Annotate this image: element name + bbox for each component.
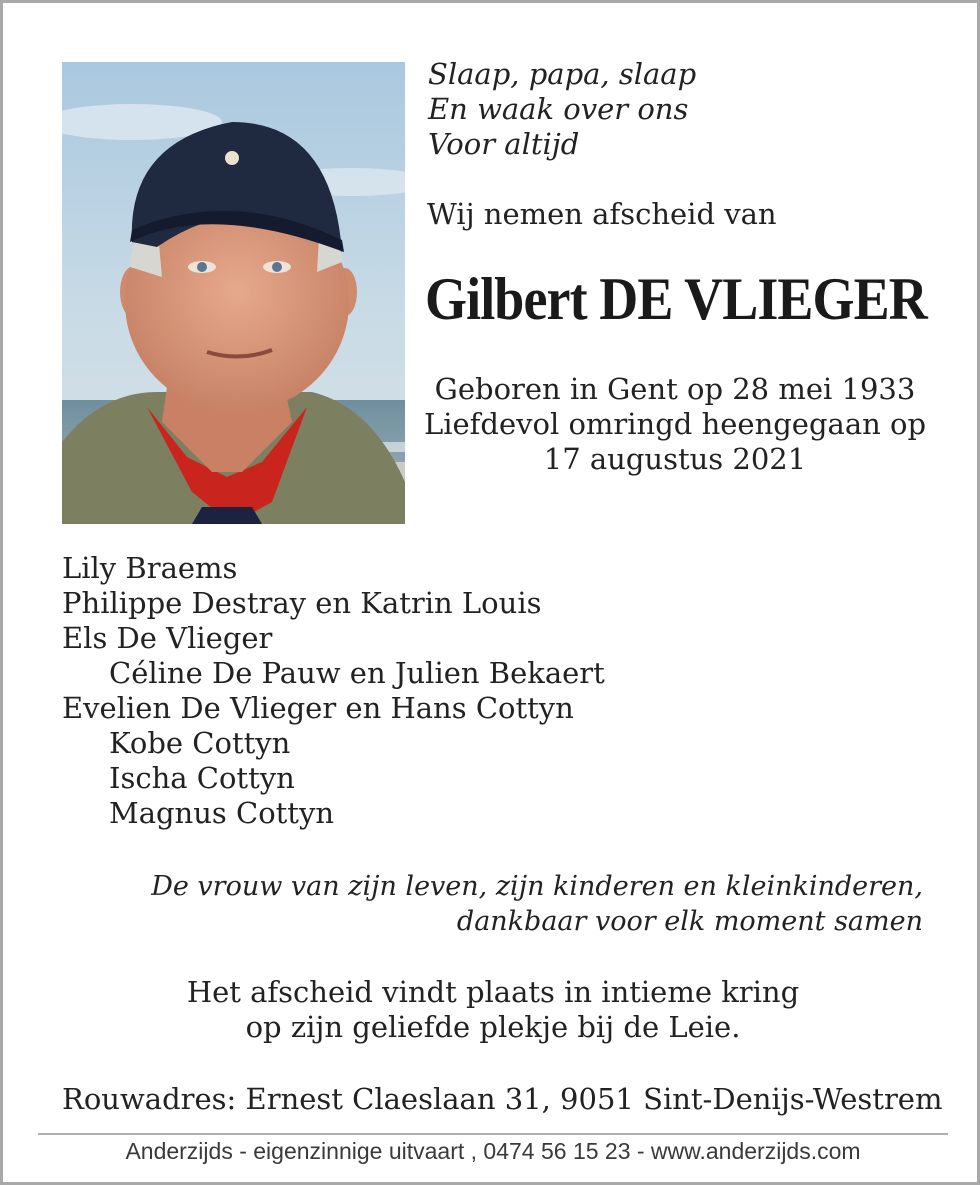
farewell-notice: [3, 975, 980, 1045]
family-member: Magnus Cottyn: [109, 796, 335, 830]
birth-line: Geboren in Gent op 28 mei 1933: [434, 372, 916, 406]
family-member: Evelien De Vlieger en Hans Cottyn: [62, 691, 574, 725]
life-dates: [405, 372, 945, 477]
farewell-line: op zijn geliefde plekje bij de Leie.: [245, 1010, 741, 1044]
dedication-line: De vrouw van zijn leven, zijn kinderen en kleinkinderen,: [151, 871, 923, 902]
death-date: 17 augustus 2021: [543, 442, 807, 476]
footer-credit: Anderzijds - eigenzinnige uitvaart , 0474 56 15 23 - www.anderzijds.com: [125, 1138, 861, 1164]
family-member: Ischa Cottyn: [109, 761, 295, 795]
poem-line: Voor altijd: [428, 127, 580, 161]
family-member: Céline De Pauw en Julien Bekaert: [109, 656, 605, 690]
farewell-line: Het afscheid vindt plaats in intieme kring: [186, 975, 800, 1009]
deceased-name: Gilbert DE VLIEGER: [425, 266, 927, 332]
family-member: Philippe Destray en Katrin Louis: [62, 586, 542, 620]
dedication: [103, 869, 923, 939]
family-member: Els De Vlieger: [62, 621, 273, 655]
family-member: Lily Braems: [62, 551, 238, 585]
poem-line: En waak over ons: [428, 92, 689, 126]
family-list: [62, 551, 942, 831]
dedication-line: dankbaar voor elk moment samen: [456, 906, 923, 937]
poem-line: Slaap, papa, slaap: [428, 57, 697, 91]
divider: [38, 1133, 948, 1135]
poem: [428, 57, 948, 162]
mourning-address: Rouwadres: Ernest Claeslaan 31, 9051 Sint-Denijs-Westrem: [62, 1082, 943, 1116]
portrait-photo: [62, 62, 405, 524]
intro-text: Wij nemen afscheid van: [427, 197, 777, 231]
death-line: Liefdevol omringd heengegaan op: [423, 407, 927, 441]
family-member: Kobe Cottyn: [109, 726, 291, 760]
